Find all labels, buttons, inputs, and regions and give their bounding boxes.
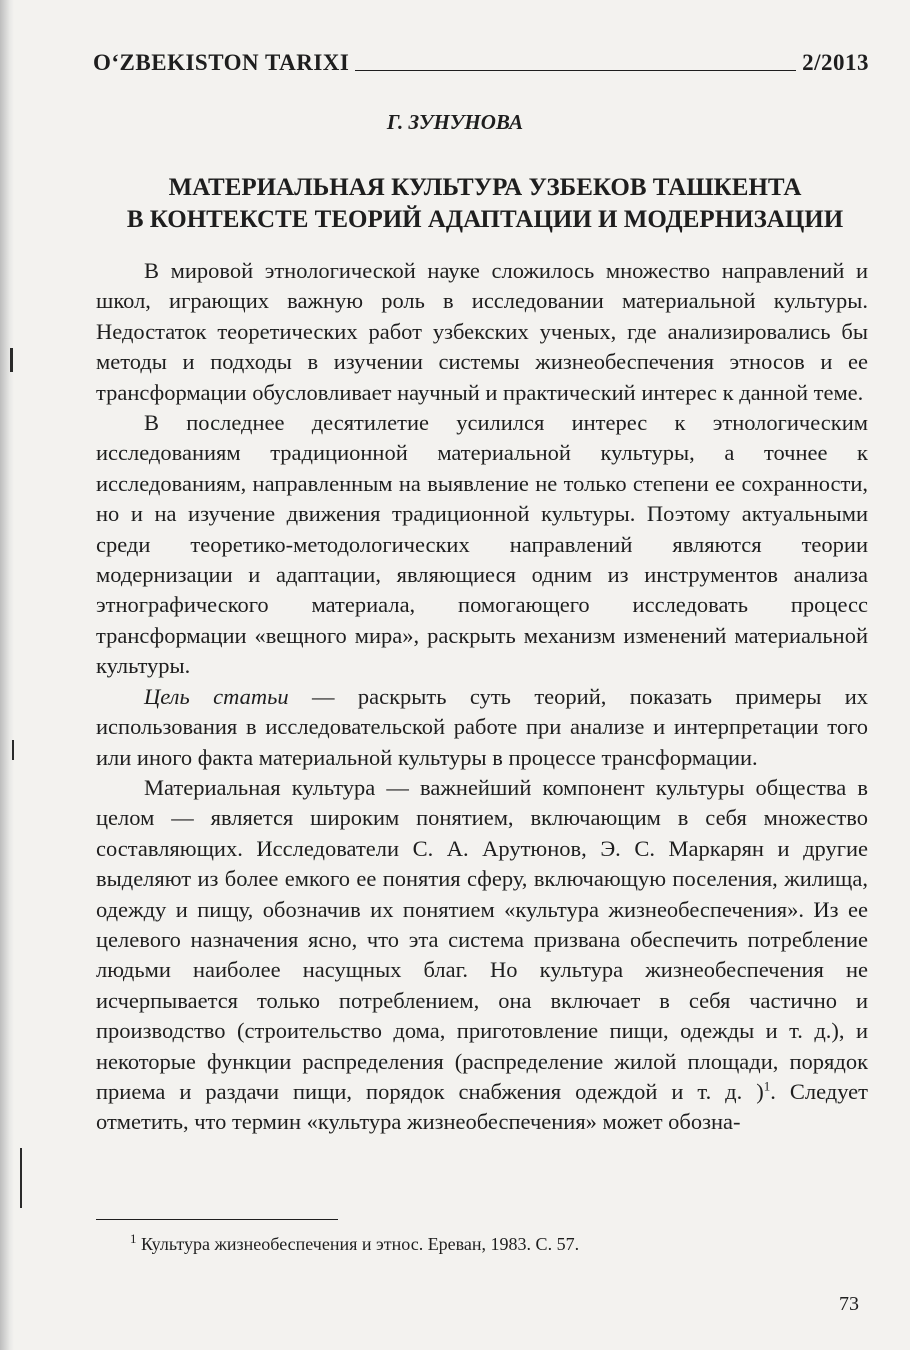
paragraph-text: Материальная культура — важнейший компонент культуры общества в целом — является широким понятием, включающим в себя множество составляющих. Исследователи С. А. Арутюнов, Э. С. Маркарян и другие выделяют из более емкого ее понятия сферу, включающую поселения, жилища, одежду и пищу, обозначив их понятием «культура жизнеобеспечения». Из ее целевого назначения ясно, что эта система призвана обеспечить потребление людьми наиболее насущных благ. Но культура жизнеобеспечения не исчерпывается только потреблением, она включает в себя частично и производство (строительство дома, приготовление пищи, одежды и т. д.), и некоторые функции распределения (распределение жилой площади, порядок приема и раздачи пищи, порядок снабжения одеждой и т. д. ): [96, 774, 868, 1104]
margin-mark: [20, 1148, 22, 1208]
margin-mark: [12, 740, 14, 760]
footnote-separator: [96, 1219, 338, 1220]
running-header: [93, 48, 869, 76]
header-rule: [355, 70, 796, 71]
body-paragraph: [96, 773, 868, 1138]
footnote-text: Культура жизнеобеспечения и этнос. Ереван, 1983. С. 57.: [136, 1234, 580, 1254]
title-line: МАТЕРИАЛЬНАЯ КУЛЬТУРА УЗБЕКОВ ТАШКЕНТА: [168, 174, 802, 201]
article-body: [96, 256, 868, 1138]
margin-mark: [10, 348, 13, 372]
footnote: [130, 1231, 580, 1255]
body-paragraph: В последнее десятилетие усилился интерес к этнологическим исследованиям традиционной материальной культуры, а точнее к исследованиям, направленным на выявление не только степени ее сохранности, но и на изучение движения традиционной культуры. Поэтому актуальными среди теоретико-методологических направлений являются теории модернизации и адаптации, являющиеся одним из инструментов анализа этнографического материала, помогающего исследовать процесс трансформации «вещного мира», раскрыть механизм изменений материальной культуры.: [96, 410, 868, 679]
goal-paragraph: [96, 682, 868, 773]
paragraph-tail: . Следует отметить, что термин «культура жизнеобеспечения» может обозна-: [96, 1078, 868, 1135]
goal-text: — раскрыть суть теорий, показать примеры их использования в исследовательской работе при анализе и интерпретации того или иного факта материальной культуры в процессе трансформации.: [96, 683, 868, 770]
body-paragraph: В мировой этнологической науке сложилось множество направлений и школ, играющих важную роль в исследовании материальной культуры. Недостаток теоретических работ узбекских ученых, где анализировались бы методы и подходы в изучении системы жизнеобеспечения этносов и ее трансформации обусловливает научный и практический интерес к данной теме.: [96, 258, 868, 405]
page-number: 73: [839, 1293, 859, 1315]
footnote-reference[interactable]: 1: [763, 1078, 771, 1094]
binding-edge: [0, 0, 14, 1350]
article-title: [60, 172, 910, 236]
footnote-marker: 1: [130, 1231, 137, 1246]
journal-name: O‘ZBEKISTON TARIXI: [93, 50, 350, 75]
title-line: В КОНТЕКСТЕ ТЕОРИЙ АДАПТАЦИИ И МОДЕРНИЗАЦИИ: [126, 206, 844, 233]
article-author: Г. ЗУНУНОВА: [386, 110, 524, 134]
issue-number: 2/2013: [802, 50, 869, 75]
goal-lead: Цель статьи: [144, 683, 289, 709]
